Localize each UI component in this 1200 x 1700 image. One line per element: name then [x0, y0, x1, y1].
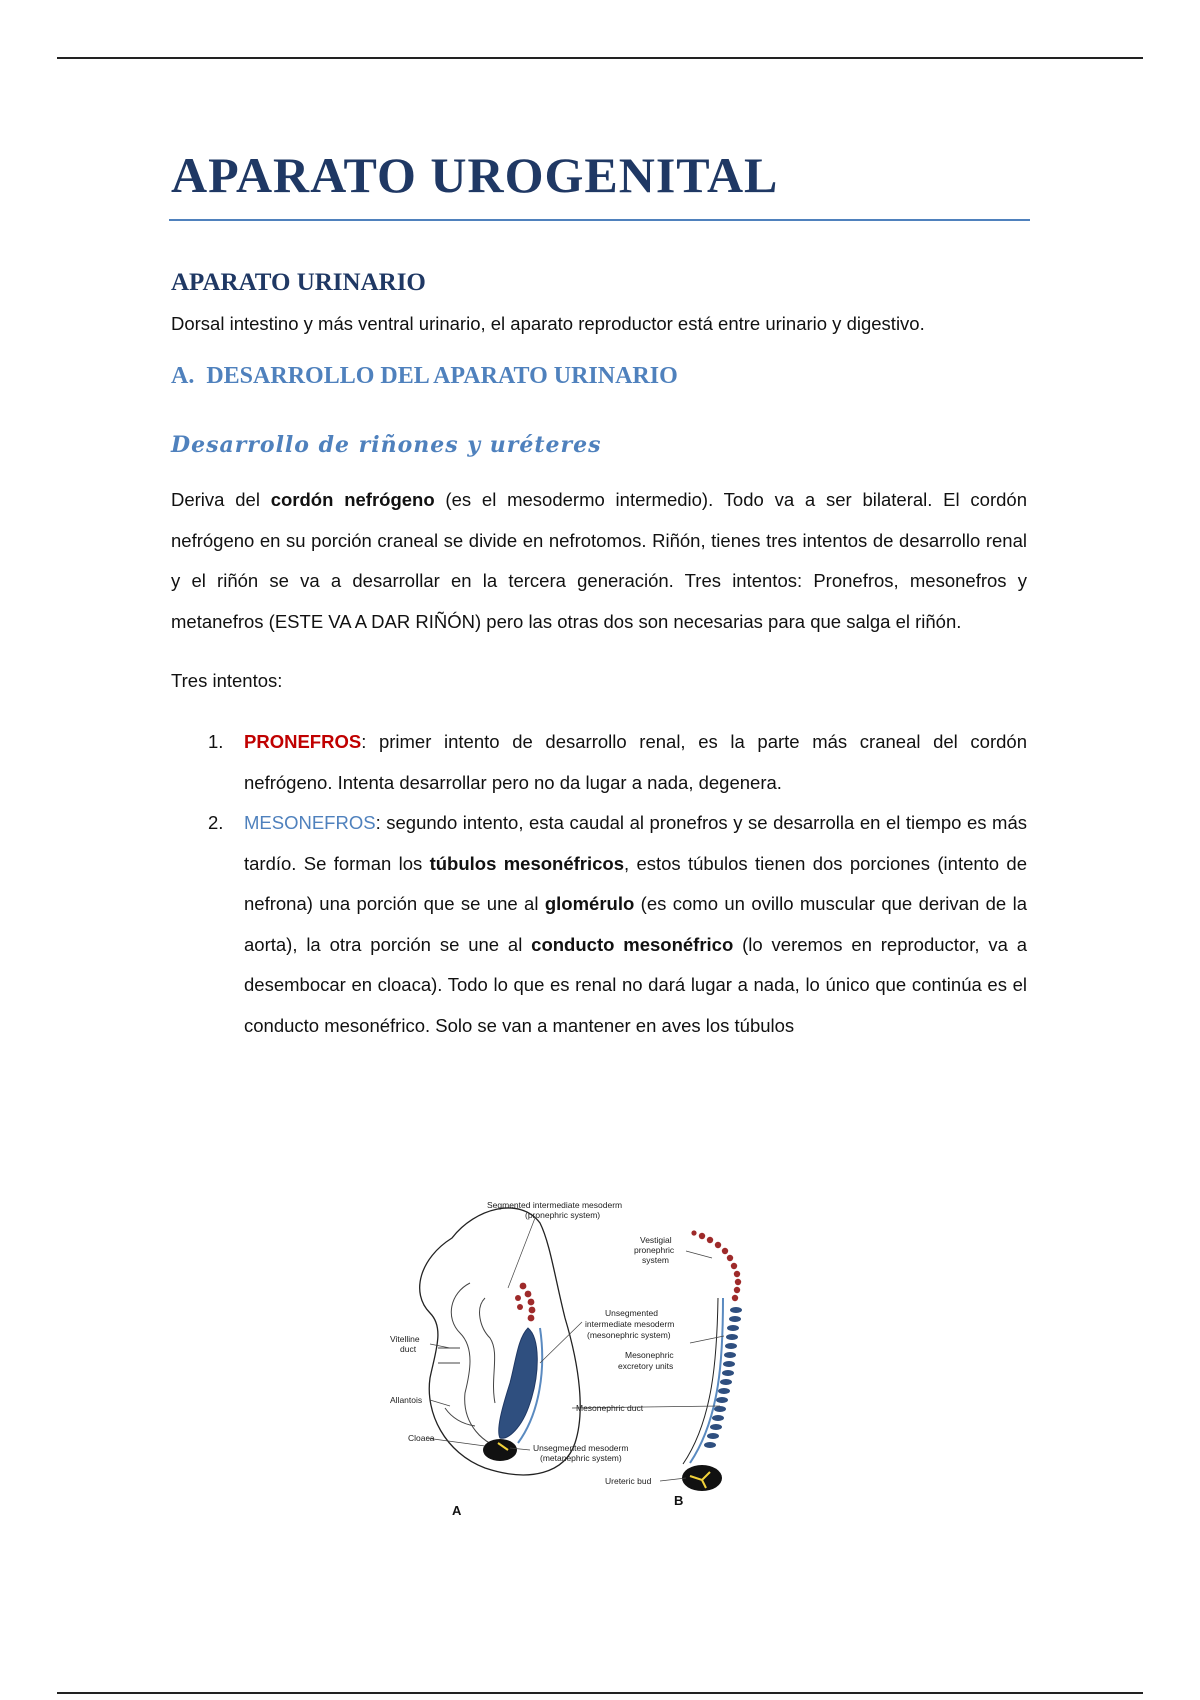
- label-vitelline-duct: duct: [400, 1344, 417, 1354]
- label-vestigial: Vestigial: [640, 1235, 672, 1245]
- list-label: Tres intentos:: [171, 670, 283, 691]
- label-unsegmented-intermediate: intermediate mesoderm: [585, 1319, 675, 1329]
- document-title: APARATO UROGENITAL: [171, 147, 779, 203]
- label-segmented: Segmented intermediate mesoderm: [487, 1200, 623, 1210]
- label-metanephric-system: (metanephric system): [540, 1453, 622, 1463]
- body-paragraph: [171, 480, 1027, 642]
- list-item-text: , estos túbulos tienen dos porciones (intento de nefrona) una porción que se une al: [244, 852, 1027, 914]
- label-ureteric-bud: Ureteric bud: [605, 1476, 652, 1486]
- label-unsegmented: Unsegmented: [605, 1308, 658, 1318]
- label-vestigial-pronephric: pronephric: [634, 1245, 675, 1255]
- term-pronefros: PRONEFROS: [244, 731, 362, 752]
- list-item-text: : primer intento de desarrollo renal, es la parte más craneal del cordón nefrógeno. Intenta desarrollar pero no da lugar a nada, degenera.: [244, 731, 1027, 793]
- metanephros-b: [682, 1465, 722, 1491]
- list-item-mesonefros: [171, 803, 1027, 1046]
- cloaca-a: [483, 1439, 517, 1461]
- label-vitelline: Vitelline: [390, 1334, 420, 1344]
- label-cloaca: Cloaca: [408, 1433, 435, 1443]
- subsection-number: A.: [171, 363, 195, 389]
- inner-contour: [480, 1298, 495, 1403]
- list-item-number: 2.: [208, 812, 224, 833]
- list-item-text: (es como un ovillo muscular que derivan de la aorta), la otra porción se une al: [244, 893, 1027, 955]
- pronephric-dots-b: [691, 1230, 741, 1301]
- paragraph-text: Deriva del: [171, 489, 271, 510]
- footer-rule: [57, 1692, 1143, 1694]
- section-heading: APARATO URINARIO: [171, 269, 426, 296]
- paragraph-bold-term: cordón nefrógeno: [270, 489, 435, 510]
- label-mesonephric-system: (mesonephric system): [587, 1330, 671, 1340]
- label-mesonephric-duct: Mesonephric duct: [576, 1403, 644, 1413]
- pronephric-dots: [515, 1283, 535, 1322]
- label-unsegmented-mesoderm: Unsegmented mesoderm: [533, 1443, 629, 1453]
- list-item-number: 1.: [208, 731, 224, 752]
- label-vestigial-system: system: [642, 1255, 669, 1265]
- subsection-title: DESARROLLO DEL APARATO URINARIO: [206, 363, 678, 389]
- embryo-diagram: [390, 1188, 820, 1523]
- label-mesonephric: Mesonephric: [625, 1350, 674, 1360]
- label-panel-a: A: [452, 1503, 462, 1518]
- document-page: [171, 140, 1027, 1046]
- list-item-text: : segundo intento, esta caudal al pronefros y se desarrolla en el tiempo es más tardío. Se forman los: [244, 812, 1027, 874]
- vitelline-duct: [438, 1348, 460, 1363]
- term-mesonefros: MESONEFROS: [244, 812, 376, 833]
- subheading: Desarrollo de riñones y uréteres: [171, 432, 602, 458]
- subsection-heading: [171, 363, 1027, 390]
- attempts-list: [171, 722, 1027, 1046]
- mesonephric-column-a: [499, 1328, 538, 1438]
- list-item-text: (lo veremos en reproductor, va a desembocar en cloaca). Todo lo que es renal no dará lugar a nada, lo único que continúa es el conducto mesonéfrico. Solo se van a mantener en aves los túbulos: [244, 933, 1027, 1036]
- bold-term: conducto mesonéfrico: [531, 933, 734, 955]
- mesonephric-duct-b: [690, 1298, 723, 1463]
- paragraph-text: (es el mesodermo intermedio). Todo va a ser bilateral. El cordón nefrógeno en su porción craneal se divide en nefrotomos. Riñón, tienes tres intentos de desarrollo renal y el riñón se va a desarrollar en la tercera generación. Tres intentos: Pronefros, mesonefros y metanefros (ESTE VA A DAR RIÑÓN) pero las otras dos son necesarias para que salga el riñón.: [171, 489, 1027, 632]
- label-excretory-units: excretory units: [618, 1361, 674, 1371]
- bold-term: túbulos mesonéfricos: [429, 852, 624, 874]
- label-panel-b: B: [674, 1493, 684, 1508]
- embryo-figure: [390, 1188, 820, 1523]
- list-item-pronefros: [171, 722, 1027, 803]
- duct-b-outline: [683, 1298, 718, 1464]
- intro-paragraph: Dorsal intestino y más ventral urinario, el aparato reproductor está entre urinario y digestivo.: [171, 313, 925, 334]
- label-pronephric-system: (pronephric system): [525, 1210, 601, 1220]
- label-allantois: Allantois: [390, 1395, 423, 1405]
- header-rule: [57, 57, 1143, 59]
- bold-term: glomérulo: [544, 893, 635, 914]
- title-underline: [169, 219, 1030, 221]
